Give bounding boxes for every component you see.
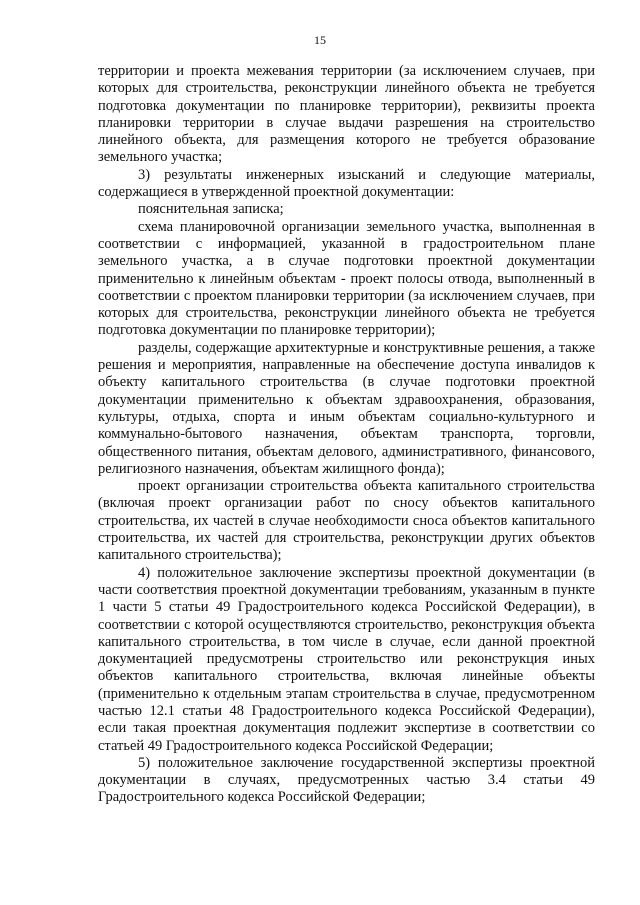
paragraph-site-plan: схема планировочной организации земельного участка, выполненная в соответствии с информацией, указанной в градостроительном плане земельного участка, а в случае подготовки проектной документации применительно к линейным объектам - проект полосы отвода, выполненный в соответствии с проектом планировки территории (за исключением случаев, при которых для строительства, реконструкции линейного объекта не требуется подготовка документации по планировке территории); (98, 218, 595, 339)
paragraph-item-3: 3) результаты инженерных изысканий и следующие материалы, содержащиеся в утвержденной проектной документации: (98, 166, 595, 201)
paragraph-continuation: территории и проекта межевания территории (за исключением случаев, при которых для строительства, реконструкции линейного объекта не требуется подготовка документации по планировке территории), реквизиты проекта планировки территории в случае выдачи разрешения на строительство линейного объекта, для размещения которого не требуется образование земельного участка; (98, 63, 595, 166)
document-body (98, 63, 595, 807)
paragraph-construction-project: проект организации строительства объекта капитального строительства (включая проект организации работ по сносу объектов капитального строительства, их частей в случае необходимости сноса объектов капитального строительства, их частей для строительства, реконструкции других объектов капитального строительства); (98, 478, 595, 564)
paragraph-item-4: 4) положительное заключение экспертизы проектной документации (в части соответствия проектной документации требованиям, указанным в пункте 1 части 5 статьи 49 Градостроительного кодекса Российской Федерации), в соответствии с которой осуществляются строительство, реконструкция объекта капитального строительства, в том числе в случае, если данной проектной документацией предусмотрены строительство или реконструкция иных объектов капитального строительства, включая линейные объекты (применительно к отдельным этапам строительства в случае, предусмотренном частью 12.1 статьи 48 Градостроительного кодекса Российской Федерации), если такая проектная документация подлежит экспертизе в соответствии со статьей 49 Градостроительного кодекса Российской Федерации; (98, 564, 595, 754)
paragraph-item-5: 5) положительное заключение государственной экспертизы проектной документации в случаях, предусмотренных частью 3.4 статьи 49 Градостроительного кодекса Российской Федерации; (98, 754, 595, 806)
page-number: 15 (314, 33, 326, 47)
paragraph-architectural-sections: разделы, содержащие архитектурные и конструктивные решения, а также решения и мероприятия, направленные на обеспечение доступа инвалидов к объекту капитального строительства (в случае подготовки проектной документации применительно к объектам здравоохранения, образования, культуры, отдыха, спорта и иным объектам социально-культурного и коммунально-бытового назначения, объектам транспорта, торговли, общественного питания, объектам делового, административного, финансового, религиозного назначения, объектам жилищного фонда); (98, 339, 595, 477)
paragraph-explanatory-note: пояснительная записка; (138, 201, 284, 218)
